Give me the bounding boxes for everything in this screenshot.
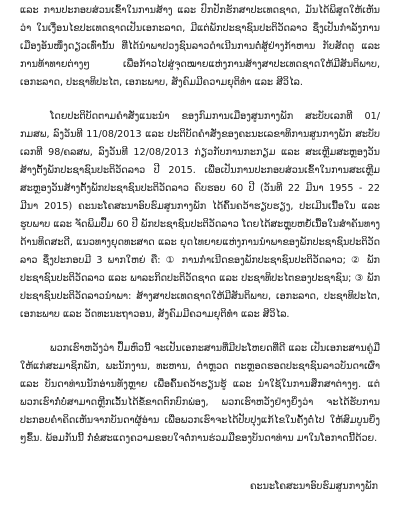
paragraph-intro: ແລະ ການປະກອບສ່ວນເຂົ້າໃນການສ້າງ ແລະ ປົກປັກຮັກສາປະເທດຊາດ, ມັນໄດ້ພິສູດໃຫ້ເຫັນວ່າ ໃນເງື່ອນໄຂປະເທດຊາດເປັນເອກະລາດ, ມີແຕ່ພັກປະຊາຊົນປະຕິວັດລາວ ຊຶ່ງເປັນກຳລັງການເມືອງອັນໜຶ່ງດຽວເທົ່ານັ້ນ ທີ່ໄດ້ນຳພາປວງຊົນລາວດຳເນີນການຕໍ່ສູ້ຢ່າງກ້າຫານ ກັບສັດຕູ ແລະ ການທ້າທາຍຕ່າງໆ ເພື່ອກ້າວໄປສູ່ຈຸດໝາຍແຫ່ງການສ້າງສາປະເທດຊາດໃຫ້ມີສັນຕິພາບ, ເອກະລາດ, ປະຊາທິປະໄຕ, ເອກະພາບ, ສັງຄົມມີຄວາມຍຸຕິທຳ ແລະ ສີວິໄລ. xyxy=(20,5,380,88)
paragraph-closing: ພວກເຮົາຫວັງວ່າ ປຶ້ມຫົວນີ້ ຈະເປັນເອກະສານທີ່ມີປະໂຫຍດທີ່ດີ ແລະ ເປັນເອກະສານຄູ່ມືໃຫ້ແກ່ສະມາຊິກພັກ, ພະນັກງານ, ທະຫານ, ຕຳຫຼວດ ຕະຫຼອດຮອດປະຊາຊົນລາວບັນດາເຜົ່າ ແລະ ບັນດາທ່ານນັກອ່ານທັງຫຼາຍ ເພື່ອຄົ້ນຄວ້າຮຽນຮູ້ ແລະ ນຳໃຊ້ໃນການສຶກສາຕ່າງໆ. ແຕ່ພວກເຮົາກໍ່ບໍ່ສາມາດຫຼີກເວັ້ນໄດ້ຂໍ້ຂາດຕົກບົກພ່ອງ, ພວກເຮົາຫວັງຢ່າງຍິ່ງວ່າ ຈະໄດ້ຮັບການປະກອບຄຳຄິດເຫັນຈາກບັນດາຜູ້ອ່ານ ເພື່ອພວກເຮົາຈະໄດ້ປັບປຸງແກ້ໄຂໃນຄັ້ງຕໍ່ໄປ ໃຫ້ສົມບູນຍິ່ງໆຂຶ້ນ. ພ້ອມກັນນີ້ ກໍ່ຂໍສະແດງຄວາມຂອບໃຈຕໍ່ການຮ່ວມມືຂອງບັນດາທ່ານ ມາໃນໂອກາດນີ້ດ້ວຍ. xyxy=(20,343,380,444)
paragraph-background: ໂດຍປະຕິບັດຕາມຄຳສັ່ງແນະນຳ ຂອງກົມການເມືອງສູນກາງພັກ ສະບັບເລກທີ 01/ກມສພ, ລົງວັນທີ 11/08/2013 ແລະ ປະຕິບັດຄຳສັ່ງຂອງຄະນະເລຂາທິການສູນກາງພັກ ສະບັບເລກທີ 98/ຄລສພ, ລົງວັນທີ 12/08/2013 ກ່ຽວກັບການກະກຽມ ແລະ ສະເຫຼີມສະຫຼອງວັນສ້າງຕັ້ງພັກປະຊາຊົນປະຕິວັດລາວ ປີ 2015. ເພື່ອເປັນການປະກອບສ່ວນເຂົ້າໃນການສະເຫຼີມສະຫຼອງວັນສ້າງຕັ້ງພັກປະຊາຊົນປະຕິວັດລາວ ຄົບຮອບ 60 ປີ (ວັນທີ 22 ມີນາ 1955 - 22 ມີນາ 2015) ຄະນະໂຄສະນາອົບຮົມສູນກາງພັກ ໄດ້ຄົ້ນຄວ້າຮຽບຮຽງ, ປະເມີນເນື້ອໃນ ແລະ ຮູບພາບ ແລະ ຈັດພິມປຶ້ມ 60 ປີ ພັກປະຊາຊົນປະຕິວັດລາວ ໂດຍໄດ້ສະຫຼຸບຫຍໍ້ເນື້ອໃນສຳຄັນທາງດ້ານທິດສະດີ, ແນວທາງຍຸດທະສາດ ແລະ ຍຸດໄທຍາຍແຫ່ງການນຳພາຂອງພັກປະຊາຊົນປະຕິວັດລາວ ຊຶ່ງປະກອບມີ 3 ພາກໃຫຍ່ ຄື: ① ການກໍາເນີດຂອງພັກປະຊາຊົນປະຕິວັດລາວ; ② ພັກປະຊາຊົນປະຕິວັດລາວ ແລະ ພາລະກິດປະຕິວັດຊາດ ແລະ ປະຊາທິປະໄຕຂອງປະຊາຊົນ; ③ ພັກປະຊາຊົນປະຕິວັດລາວນຳພາ: ສ້າງສາປະເທດຊາດໃຫ້ມີສັນຕິພາບ, ເອກະລາດ, ປະຊາທິປະໄຕ, ເອກະພາບ ແລະ ວັດທະນະຖາວອນ, ສັງຄົມມີຄວາມຍຸຕິທຳ ແລະ ສີວິໄລ. xyxy=(20,111,380,320)
signature-line: ຄະນະໂຄສະນາອົບຮົມສູນກາງພັກ xyxy=(249,481,378,492)
